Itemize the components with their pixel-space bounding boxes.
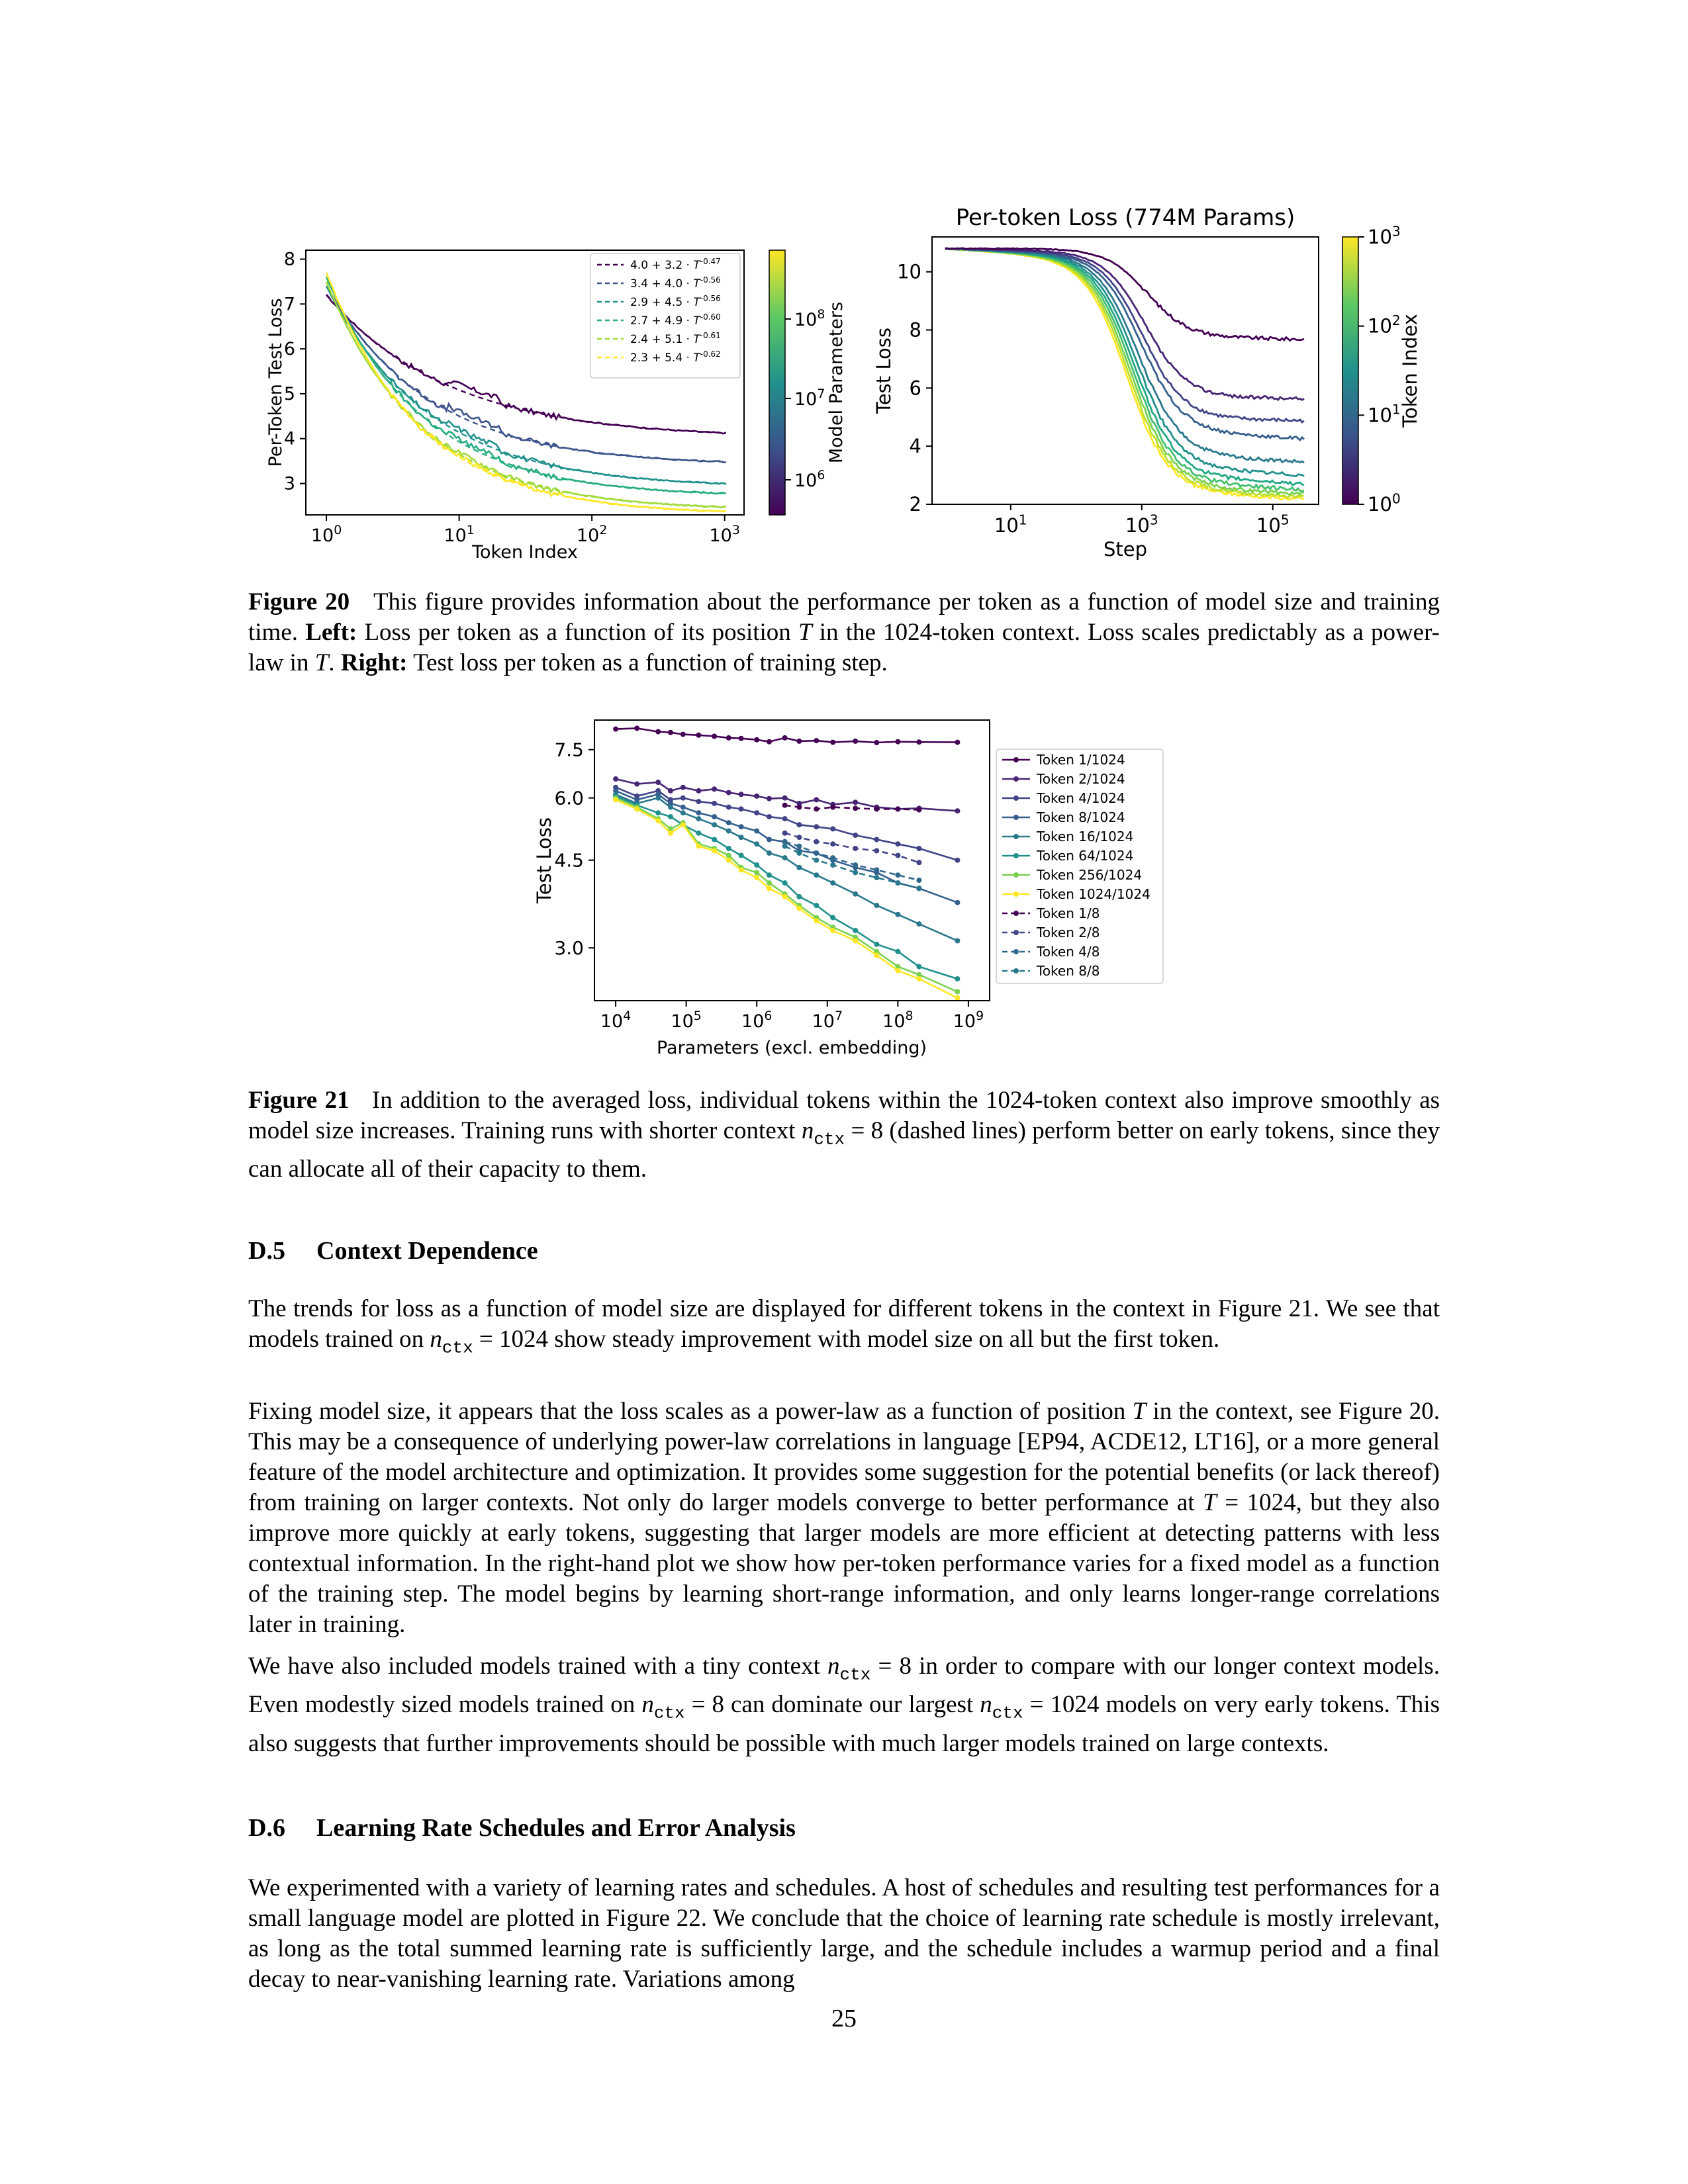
data-point [955, 808, 960, 813]
data-point [726, 735, 731, 741]
figure20-caption: Figure 20 This figure provides information about the performance per token as a function of model size and training time. Left: Loss per token as a function of its position T in the 1024-token context. Loss scales predictably as a power-law in T. Right: Test loss per token as a function of training step. [248, 588, 1440, 676]
data-point [782, 816, 788, 821]
legend-marker [1013, 815, 1019, 820]
data-point [955, 938, 960, 944]
colorbar-tick-label: $10^1$ [1368, 401, 1401, 427]
data-point [739, 853, 744, 858]
data-point [696, 810, 701, 815]
data-point [874, 806, 879, 811]
data-point [712, 814, 717, 819]
y-tick-label: 6 [909, 377, 921, 400]
data-point [874, 868, 879, 873]
data-point [814, 824, 819, 829]
y-tick-label: 4 [283, 428, 295, 449]
y-tick-label: 6 [283, 339, 295, 360]
data-point [895, 949, 900, 954]
data-point [782, 831, 788, 836]
data-point [712, 801, 717, 806]
data-point [796, 805, 802, 810]
colorbar-tick-label: $10^2$ [1368, 312, 1401, 338]
legend-marker [1013, 911, 1019, 916]
y-tick-label: 8 [909, 318, 921, 341]
data-point [767, 814, 772, 819]
data-point [668, 814, 673, 819]
chart-title: Per-token Loss (774M Params) [955, 205, 1295, 231]
legend-marker [1013, 872, 1019, 878]
legend-entry: Token 1/8 [1037, 905, 1100, 921]
colorbar-tick-label: $10^6$ [794, 468, 825, 491]
data-point [726, 820, 731, 825]
colorbar-tick-label: $10^7$ [794, 387, 825, 410]
legend-entry: $2.7 + 4.9 \cdot T^{-0.60}$ [630, 312, 721, 328]
data-point [754, 794, 759, 799]
data-point [668, 730, 673, 735]
data-point [655, 796, 661, 801]
data-point [830, 805, 835, 810]
data-point [696, 831, 701, 836]
data-point [796, 835, 802, 840]
legend-marker [1013, 796, 1019, 801]
data-point [853, 928, 858, 933]
colorbar-tick-label: $10^0$ [1368, 490, 1401, 516]
data-point [767, 872, 772, 878]
data-point [796, 844, 802, 849]
data-point [853, 938, 858, 944]
data-point [853, 739, 858, 744]
data-point [696, 816, 701, 821]
data-point [754, 810, 759, 815]
data-point [814, 839, 819, 844]
paragraph: We have also included models trained with a tiny context $n_{ctx} = 8$ in order to compare with our longer context models. Even modestly sized models trained on $n_{ctx} = 8$ can dominate our largest $n_{ctx} = 1024$ models on very early tokens. This also suggests that further improvements should be possible with much larger models trained on large contexts. [248, 1653, 1440, 1757]
data-point [853, 799, 858, 805]
legend-entry: Token 8/8 [1037, 963, 1100, 979]
y-axis-label: Test Loss [872, 328, 895, 414]
series-line [945, 248, 1304, 500]
data-point [712, 837, 717, 842]
legend-entry: Token 2/8 [1037, 925, 1100, 940]
data-point [739, 868, 744, 873]
data-point [754, 875, 759, 880]
x-tick-label: $10^3$ [1125, 512, 1158, 537]
data-point [916, 886, 921, 891]
data-point [853, 891, 858, 897]
x-tick-label: $10^9$ [953, 1009, 984, 1032]
page-number: 25 [831, 2005, 857, 2032]
data-point [782, 735, 788, 741]
data-point [680, 732, 686, 737]
data-point [874, 952, 879, 958]
data-point [955, 989, 960, 994]
data-point [955, 900, 960, 905]
figure20-right-chart [854, 199, 1450, 569]
data-point [613, 797, 618, 802]
data-point [767, 837, 772, 842]
data-point [874, 837, 879, 842]
data-point [874, 848, 879, 854]
series-line [945, 249, 1304, 498]
data-point [712, 786, 717, 792]
data-point [767, 739, 772, 745]
legend-entry: Token 8/1024 [1037, 809, 1125, 825]
data-point [767, 796, 772, 801]
data-point [796, 894, 802, 899]
data-point [655, 810, 661, 815]
series-line [616, 799, 957, 998]
data-point [680, 796, 686, 801]
data-point [726, 805, 731, 810]
section-heading-d6: D.6 Learning Rate Schedules and Error Analysis [248, 1814, 796, 1842]
y-axis-label: Test Loss [533, 817, 555, 903]
x-tick-label: $10^7$ [812, 1009, 843, 1032]
legend-marker [1013, 968, 1019, 974]
y-tick-label: 3.0 [554, 937, 584, 960]
legend-entry: Token 1024/1024 [1037, 886, 1150, 902]
y-tick-label: 7 [283, 294, 295, 315]
legend-marker [1013, 834, 1019, 839]
data-point [895, 912, 900, 917]
data-point [895, 739, 900, 745]
data-point [634, 782, 639, 787]
data-point [668, 805, 673, 810]
figure-label: Figure 20 [248, 588, 350, 615]
data-point [634, 806, 639, 811]
x-tick-label: $10^5$ [671, 1009, 702, 1032]
data-point [696, 844, 701, 849]
legend-entry: Token 4/8 [1037, 944, 1100, 960]
data-point [767, 850, 772, 856]
data-point [830, 880, 835, 886]
legend-entry: Token 2/1024 [1037, 771, 1125, 787]
series-line [616, 728, 957, 743]
data-point [916, 921, 921, 927]
data-point [830, 740, 835, 745]
series-line [945, 248, 1304, 341]
y-tick-label: 5 [283, 383, 295, 404]
data-point [895, 968, 900, 974]
data-point [782, 855, 788, 860]
y-axis-label: Per-Token Test Loss [265, 298, 286, 467]
data-point [853, 870, 858, 875]
y-tick-label: 3 [283, 473, 295, 494]
legend-marker [1013, 949, 1019, 954]
data-point [726, 853, 731, 858]
x-axis-label: Step [1103, 538, 1148, 561]
data-point [634, 725, 639, 731]
colorbar-label: Model Parameters [826, 301, 847, 464]
data-point [916, 964, 921, 970]
data-point [796, 739, 802, 744]
figure20-left-chart [258, 238, 847, 569]
data-point [739, 835, 744, 840]
data-point [916, 976, 921, 981]
data-point [680, 805, 686, 810]
colorbar-tick-label: $10^3$ [1368, 223, 1401, 248]
data-point [874, 903, 879, 908]
section-heading-d5: D.5 Context Dependence [248, 1237, 538, 1265]
legend-entry: $4.0 + 3.2 \cdot T^{-0.47}$ [630, 257, 721, 272]
data-point [830, 928, 835, 933]
data-point [955, 995, 960, 1001]
data-point [830, 855, 835, 860]
data-point [767, 880, 772, 886]
y-tick-label: 2 [909, 493, 921, 516]
y-tick-label: 8 [283, 249, 295, 270]
series-line [945, 249, 1304, 441]
data-point [754, 841, 759, 846]
data-point [655, 818, 661, 823]
data-point [814, 738, 819, 743]
data-point [668, 831, 673, 836]
plot-frame [594, 720, 990, 1001]
data-point [696, 788, 701, 794]
data-point [796, 865, 802, 870]
data-point [916, 807, 921, 813]
x-axis-label: Parameters (excl. embedding) [656, 1038, 927, 1058]
y-tick-label: 7.5 [554, 739, 584, 761]
colorbar-label: Token Index [1399, 314, 1421, 428]
legend [590, 253, 740, 378]
data-point [895, 853, 900, 858]
data-point [874, 942, 879, 947]
data-point [754, 870, 759, 875]
data-point [895, 880, 900, 886]
data-point [696, 733, 701, 738]
data-point [916, 860, 921, 865]
data-point [754, 737, 759, 743]
data-point [726, 829, 731, 834]
data-point [613, 776, 618, 782]
legend-entry: Token 256/1024 [1037, 867, 1143, 883]
y-tick-label: 4 [909, 435, 921, 458]
paragraph: We experimented with a variety of learning rates and schedules. A host of schedules and resulting test performances for a small language model are plotted in Figure 22. We conclude that the choice of learning rate schedule is mostly irrelevant, as long as the total summed learning rate is sufficiently large, and the schedule includes a warmup period and a final decay to near-vanishing learning rate. Variations among [248, 1874, 1440, 1993]
legend-entry: Token 64/1024 [1037, 848, 1134, 864]
data-point [830, 862, 835, 868]
colorbar [769, 250, 785, 515]
data-point [796, 906, 802, 911]
data-point [767, 886, 772, 891]
legend-marker [1013, 853, 1019, 858]
data-point [739, 792, 744, 797]
paragraph: The trends for loss as a function of model size are displayed for different tokens in the context in Figure 21. We see that models trained on $n_{ctx} = 1024$ show steady improvement with model size on all but the first token. [248, 1295, 1440, 1358]
data-point [782, 796, 788, 801]
legend-entry: $2.4 + 5.1 \cdot T^{-0.61}$ [630, 331, 721, 346]
x-axis-label: Token Index [472, 542, 578, 563]
legend-marker [1013, 776, 1019, 782]
data-point [895, 841, 900, 846]
data-point [712, 848, 717, 854]
data-point [916, 846, 921, 851]
data-point [853, 805, 858, 811]
legend-marker [1013, 891, 1019, 897]
legend-marker [1013, 930, 1019, 935]
data-point [814, 806, 819, 811]
data-point [680, 785, 686, 790]
data-point [739, 736, 744, 741]
data-point [782, 894, 788, 899]
data-point [655, 729, 661, 735]
data-point [895, 806, 900, 811]
data-point [668, 788, 673, 794]
data-point [613, 727, 618, 732]
data-point [955, 740, 960, 745]
data-point [853, 846, 858, 851]
data-point [712, 822, 717, 827]
data-point [782, 803, 788, 808]
data-point [853, 862, 858, 868]
series-line [616, 796, 957, 979]
legend [996, 749, 1163, 983]
data-point [874, 740, 879, 745]
data-point [814, 797, 819, 802]
x-tick-label: $10^6$ [741, 1009, 773, 1032]
data-point [814, 918, 819, 923]
data-point [955, 976, 960, 981]
data-point [712, 734, 717, 739]
figure21-chart [523, 711, 1172, 1069]
data-point [853, 833, 858, 838]
data-point [955, 858, 960, 863]
data-point [814, 858, 819, 863]
legend-entry: $3.4 + 4.0 \cdot T^{-0.56}$ [630, 275, 721, 291]
y-tick-label: 10 [897, 260, 921, 283]
data-point [726, 858, 731, 863]
x-tick-label: $10^1$ [444, 523, 475, 546]
data-point [874, 875, 879, 880]
legend-entry: Token 16/1024 [1037, 829, 1134, 844]
x-tick-label: $10^5$ [1256, 512, 1289, 537]
data-point [814, 850, 819, 856]
colorbar-tick-label: $10^8$ [794, 307, 825, 330]
x-tick-label: $10^1$ [994, 512, 1027, 537]
paragraph: Fixing model size, it appears that the loss scales as a power-law as a function of position T in the context, see Figure 20. This may be a consequence of underlying power-law correlations in language [EP94, ACDE12, LT16], or a more general feature of the model architecture and optimization. It provides some suggestion for the potential benefits (or lack thereof) from training on larger contexts. Not only do larger models converge to better performance at T = 1024, but they also improve more quickly at early tokens, suggesting that larger models are more efficient at detecting patterns with less contextual information. In the right-hand plot we show how per-token performance varies for a fixed model as a function of the training step. The model begins by learning short-range information, and only learns longer-range correlations later in training. [248, 1398, 1440, 1638]
legend-entry: Token 1/1024 [1037, 752, 1125, 768]
figure-label: Figure 21 [248, 1087, 350, 1114]
x-tick-label: $10^2$ [576, 523, 608, 546]
legend-entry: $2.3 + 5.4 \cdot T^{-0.62}$ [630, 349, 721, 365]
legend-entry: Token 4/1024 [1037, 790, 1125, 806]
figure21-caption: Figure 21 In addition to the averaged loss, individual tokens within the 1024-token context also improve smoothly as model size increases. Training runs with shorter context $n_{ctx} = 8$ (dashed lines) perform better on early tokens, since they can allocate all of their capacity to them. [248, 1087, 1440, 1183]
data-point [680, 822, 686, 827]
data-point [796, 822, 802, 827]
data-point [680, 810, 686, 815]
data-point [814, 872, 819, 878]
data-point [830, 915, 835, 921]
data-point [696, 799, 701, 804]
data-point [895, 872, 900, 878]
legend-entry: $2.9 + 4.5 \cdot T^{-0.56}$ [630, 294, 721, 309]
data-point [830, 841, 835, 846]
data-point [754, 862, 759, 868]
data-point [782, 844, 788, 849]
data-point [726, 790, 731, 796]
data-point [739, 806, 744, 811]
data-point [782, 880, 788, 886]
data-point [916, 878, 921, 883]
x-tick-label: $10^8$ [882, 1009, 914, 1032]
data-point [726, 846, 731, 851]
x-tick-label: $10^3$ [709, 523, 740, 546]
y-tick-label: 4.5 [554, 849, 584, 872]
y-tick-label: 6.0 [554, 787, 584, 809]
x-tick-label: $10^4$ [600, 1009, 632, 1032]
data-point [754, 829, 759, 834]
data-point [814, 903, 819, 908]
data-point [796, 850, 802, 856]
data-point [830, 826, 835, 831]
x-tick-label: $10^0$ [310, 523, 342, 546]
data-point [739, 824, 744, 829]
data-point [655, 780, 661, 785]
colorbar [1342, 237, 1358, 504]
legend-marker [1013, 757, 1019, 762]
data-point [916, 739, 921, 745]
